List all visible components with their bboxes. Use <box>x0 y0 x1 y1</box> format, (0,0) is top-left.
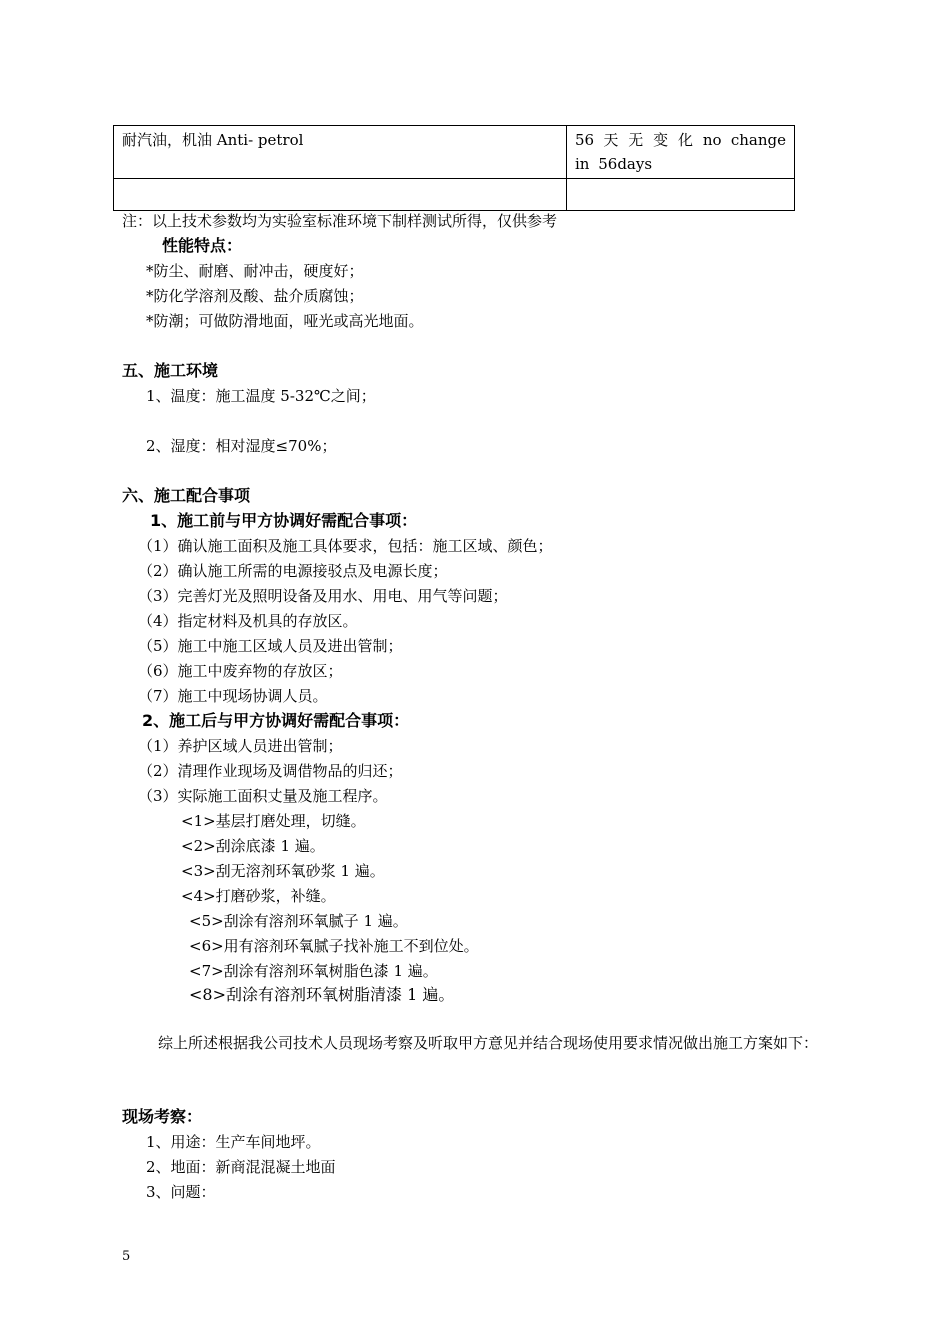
list-item: （1）确认施工面积及施工具体要求，包括：施工区域、颜色； <box>138 537 553 555</box>
step-item: <8>刮涂有溶剂环氧树脂清漆 1 遍。 <box>189 985 455 1004</box>
summary-paragraph: 综上所述根据我公司技术人员现场考察及听取甲方意见并结合现场使用要求情况做出施工方案如下： <box>158 1034 819 1052</box>
section-heading: 六、施工配合事项 <box>122 486 251 505</box>
list-item: （1）养护区域人员进出管制； <box>138 737 343 755</box>
table-row <box>114 126 795 179</box>
list-item: （5）施工中施工区域人员及进出管制； <box>138 637 403 655</box>
section-heading: 现场考察： <box>122 1107 203 1126</box>
parameters-table <box>113 125 795 211</box>
step-item: <7>刮涂有溶剂环氧树脂色漆 1 遍。 <box>189 962 438 980</box>
step-item: <1>基层打磨处理，切缝。 <box>181 812 366 830</box>
list-item: （6）施工中废弃物的存放区； <box>138 662 343 680</box>
list-item: *防化学溶剂及酸、盐介质腐蚀； <box>146 287 364 305</box>
step-item: <4>打磨砂浆，补缝。 <box>181 887 336 905</box>
subsection-heading: 1、施工前与甲方协调好需配合事项： <box>150 511 418 530</box>
table-cell <box>567 179 795 211</box>
list-item: 3、问题： <box>146 1183 216 1201</box>
list-item: （2）清理作业现场及调借物品的归还； <box>138 762 403 780</box>
list-item: （4）指定材料及机具的存放区。 <box>138 612 358 630</box>
list-item: *防尘、耐磨、耐冲击，硬度好； <box>146 262 364 280</box>
table-cell: 耐汽油，机油 Anti- petrol <box>114 126 567 179</box>
list-item: （7）施工中现场协调人员。 <box>138 687 328 705</box>
step-item: <5>刮涂有溶剂环氧腻子 1 遍。 <box>189 912 408 930</box>
list-item: 1、温度：施工温度 5-32℃之间； <box>146 387 376 405</box>
list-item: （3）实际施工面积丈量及施工程序。 <box>138 787 388 805</box>
step-item: <2>刮涂底漆 1 遍。 <box>181 837 325 855</box>
subsection-heading: 2、施工后与甲方协调好需配合事项： <box>142 711 410 730</box>
table-cell: 56 天 无 变 化 no change in 56days <box>567 126 795 179</box>
list-item: 2、湿度：相对湿度≤70%； <box>146 437 337 455</box>
page-number: 5 <box>122 1249 131 1264</box>
section-heading: 五、施工环境 <box>122 361 219 380</box>
table-note: 注：以上技术参数均为实验室标准环境下制样测试所得，仅供参考 <box>122 212 558 230</box>
list-item: 2、地面：新商混混凝土地面 <box>146 1158 336 1176</box>
features-heading: 性能特点： <box>162 236 243 255</box>
step-item: <3>刮无溶剂环氧砂浆 1 遍。 <box>181 862 385 880</box>
list-item: *防潮；可做防滑地面，哑光或高光地面。 <box>146 312 424 330</box>
table-row <box>114 179 795 211</box>
table-cell <box>114 179 567 211</box>
list-item: （3）完善灯光及照明设备及用水、用电、用气等问题； <box>138 587 508 605</box>
list-item: 1、用途：生产车间地坪。 <box>146 1133 321 1151</box>
list-item: （2）确认施工所需的电源接驳点及电源长度； <box>138 562 448 580</box>
step-item: <6>用有溶剂环氧腻子找补施工不到位处。 <box>189 937 479 955</box>
